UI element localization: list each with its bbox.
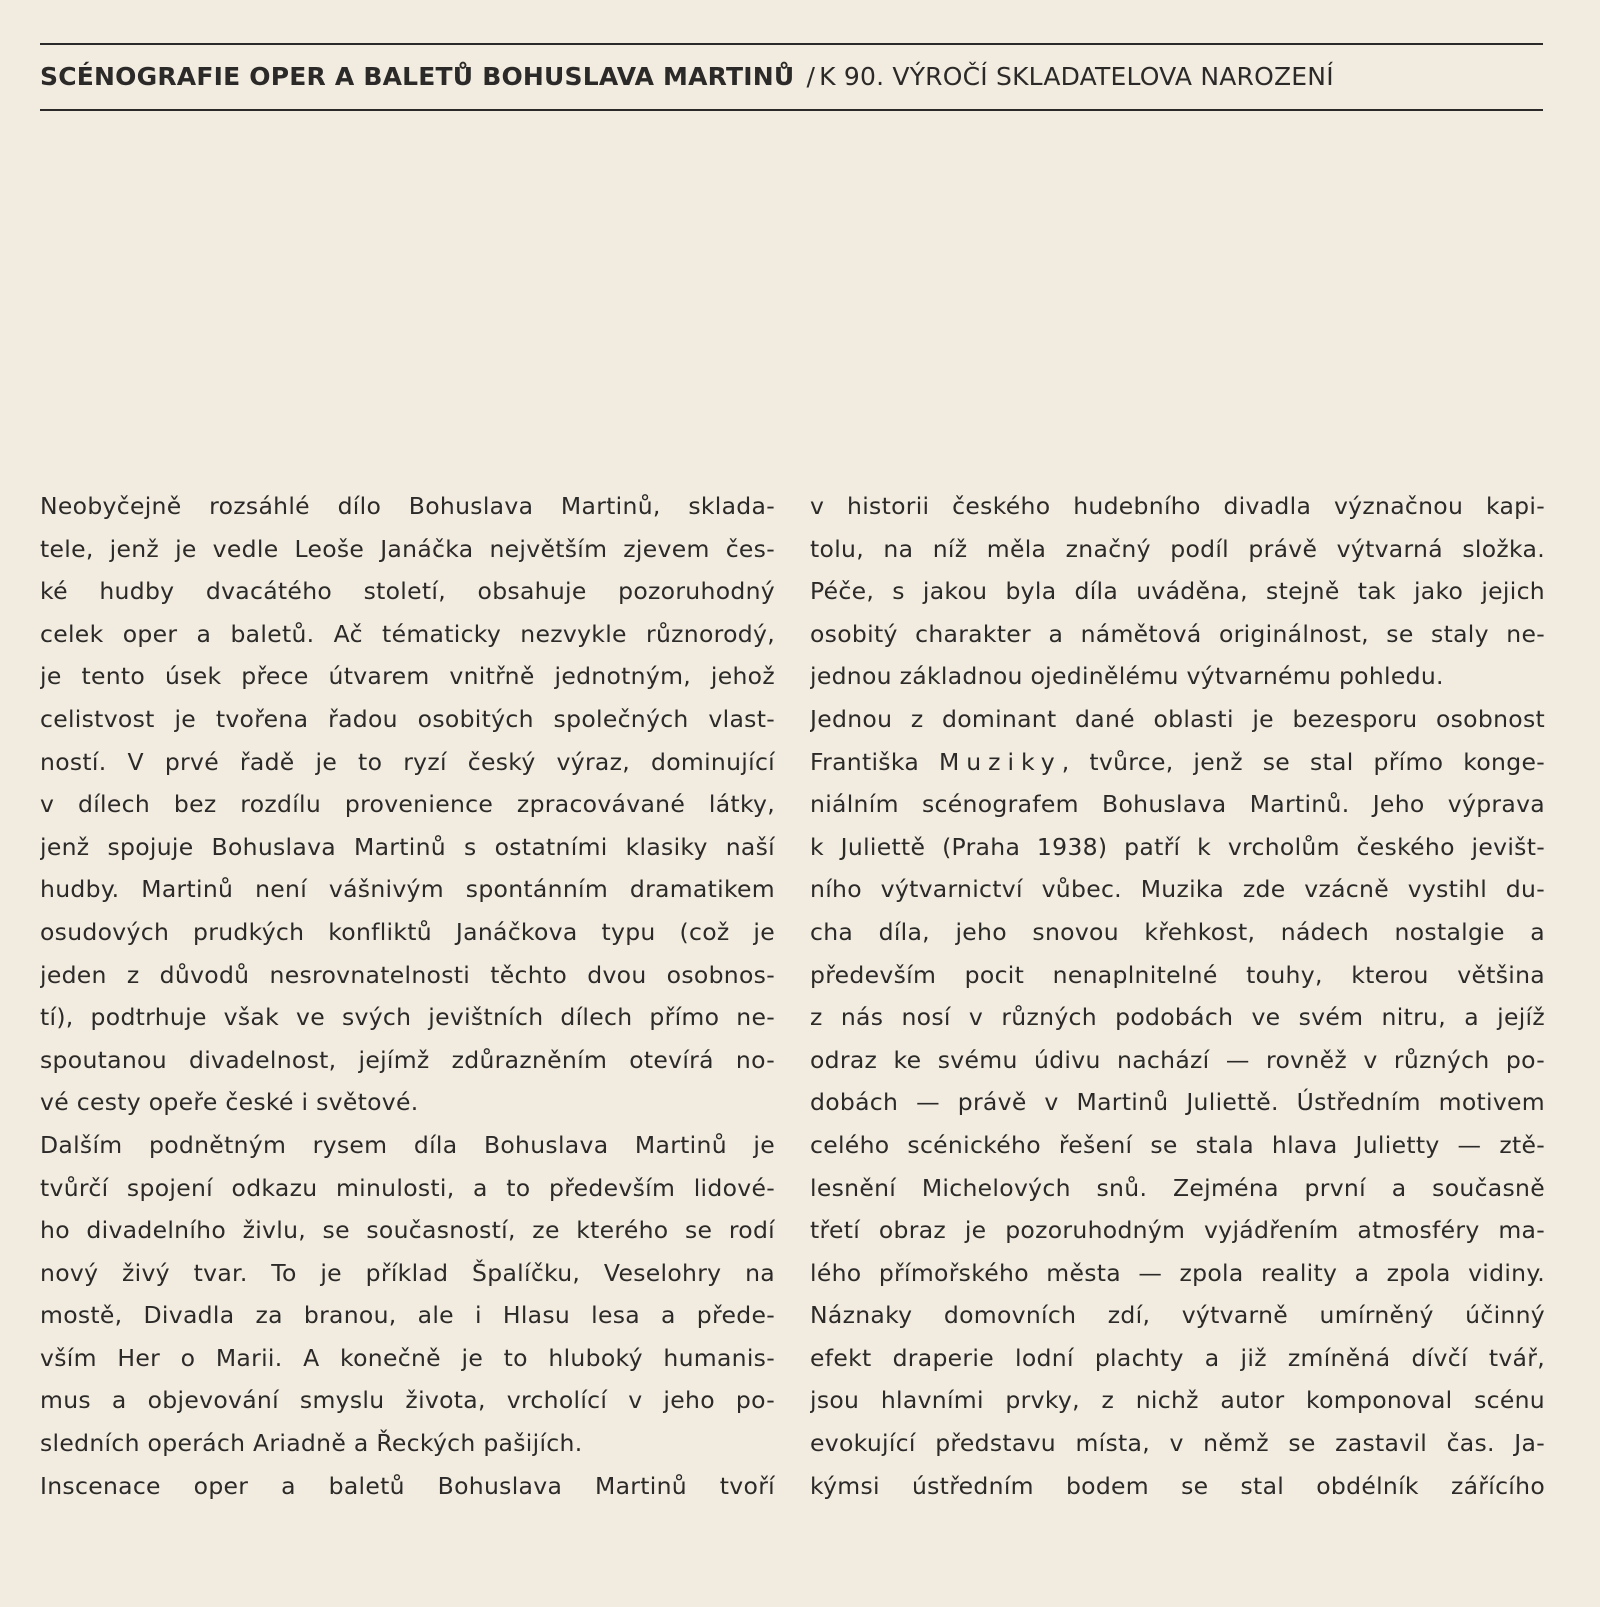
text-line: lého přímořského města — zpola reality a zpola vidiny.: [810, 1258, 1545, 1287]
text-line: jenž spojuje Bohuslava Martinů s ostatními klasiky naší: [40, 832, 775, 861]
text-line: hudby. Martinů není vášnivým spontánním dramatikem: [40, 875, 775, 904]
text-line: tí), podtrhuje však ve svých jevištních dílech přímo ne-: [40, 1003, 775, 1032]
text-line: především pocit nenaplnitelné touhy, kterou většina: [810, 960, 1545, 989]
text-line: niálním scénografem Bohuslava Martinů. Jeho výprava: [810, 790, 1545, 819]
text-line: Náznaky domovních zdí, výtvarně umírněný účinný: [810, 1301, 1545, 1330]
text-line: mostě, Divadla za branou, ale i Hlasu lesa a přede-: [40, 1301, 775, 1330]
text-line: kýmsi ústředním bodem se stal obdélník zářícího: [810, 1471, 1545, 1500]
text-line: Jednou z dominant dané oblasti je bezesporu osobnost: [810, 704, 1545, 733]
text-line: osobitý charakter a námětová originálnost, se staly ne-: [810, 619, 1545, 648]
left-text-column: [40, 485, 775, 1507]
text-line-with-name: [810, 741, 1545, 784]
text-line: v historii českého hudebního divadla význačnou kapi-: [810, 492, 1545, 520]
text-line: Péče, s jakou byla díla uváděna, stejně tak jako jejich: [810, 577, 1545, 606]
text-line: z nás nosí v různých podobách ve svém nitru, a jejíž: [810, 1003, 1545, 1032]
text-line: k Juliettě (Praha 1938) patří k vrcholům českého jevišt-: [810, 832, 1545, 861]
title-separator: /: [806, 62, 816, 91]
text-line: celého scénického řešení se stala hlava Julietty — ztě-: [810, 1130, 1545, 1159]
spaced-surname: Muziky: [938, 747, 1062, 776]
text-line: dobách — právě v Martinů Juliettě. Ústředním motivem: [810, 1088, 1545, 1117]
text-line: třetí obraz je pozoruhodným vyjádřením atmosféry ma-: [810, 1216, 1545, 1245]
header-top-rule: [40, 43, 1543, 45]
text-line: evokující představu místa, v němž se zastavil čas. Ja-: [810, 1429, 1545, 1458]
paragraph-end-line: jednou základnou ojedinělému výtvarnému pohledu.: [810, 662, 1444, 691]
text-line: Neobyčejně rozsáhlé dílo Bohuslava Martinů, sklada-: [40, 492, 775, 520]
text-line: odraz ke svému údivu nachází — rovněž v různých po-: [810, 1045, 1545, 1074]
text-line: ké hudby dvacátého století, obsahuje pozoruhodný: [40, 577, 775, 606]
text-line: osudových prudkých konfliktů Janáčkova typu (což je: [40, 917, 775, 946]
text-line: Inscenace oper a baletů Bohuslava Martinů tvoří: [40, 1471, 775, 1500]
text-line: ností. V prvé řadě je to ryzí český výraz, dominující: [40, 747, 775, 776]
right-text-column: [810, 485, 1545, 1507]
paragraph-end-line: sledních operách Ariadně a Řeckých pašijích.: [40, 1429, 583, 1458]
text-line: efekt draperie lodní plachty a již zmíněná dívčí tvář,: [810, 1343, 1545, 1372]
page-header: [40, 62, 1543, 92]
text-line: vším Her o Marii. A konečně je to hluboký humanis-: [40, 1343, 775, 1372]
article-title: SCÉNOGRAFIE OPER A BALETŮ BOHUSLAVA MARTINŮ: [40, 62, 795, 91]
text-line: nový živý tvar. To je příklad Špalíčku, Veselohry na: [40, 1258, 775, 1287]
text-line: je tento úsek přece útvarem vnitřně jednotným, jehož: [40, 662, 775, 691]
text-line: mus a objevování smyslu života, vrcholící v jeho po-: [40, 1386, 775, 1415]
text-line: jsou hlavními prvky, z nichž autor komponoval scénu: [810, 1386, 1545, 1415]
text-line: ního výtvarnictví vůbec. Muzika zde vzácně vystihl du-: [810, 875, 1545, 904]
text-line: spoutanou divadelnost, jejímž zdůrazněním otevírá no-: [40, 1045, 775, 1074]
text-line: Dalším podnětným rysem díla Bohuslava Martinů je: [40, 1130, 775, 1159]
article-subtitle: K 90. VÝROČÍ SKLADATELOVA NAROZENÍ: [819, 62, 1334, 91]
text-line: tolu, na níž měla značný podíl právě výtvarná složka.: [810, 534, 1545, 563]
text-line: ho divadelního živlu, se současností, ze kterého se rodí: [40, 1216, 775, 1245]
header-bottom-rule: [40, 109, 1543, 111]
text-line: v dílech bez rozdílu provenience zpracovávané látky,: [40, 790, 775, 819]
text-line: lesnění Michelových snů. Zejména první a současně: [810, 1173, 1545, 1202]
text-line: cha díla, jeho snovou křehkost, nádech nostalgie a: [810, 917, 1545, 946]
text-line-rest: , tvůrce, jenž se stal přímo konge-: [1061, 747, 1545, 776]
paragraph-end-line: vé cesty opeře české i světové.: [40, 1088, 419, 1117]
text-line: tele, jenž je vedle Leoše Janáčka největším zjevem čes-: [40, 534, 775, 563]
text-line: tvůrčí spojení odkazu minulosti, a to především lidové-: [40, 1173, 775, 1202]
first-name: Františka: [810, 747, 920, 776]
text-line: celek oper a baletů. Ač tématicky nezvykle různorodý,: [40, 619, 775, 648]
text-line: celistvost je tvořena řadou osobitých společných vlast-: [40, 704, 775, 733]
text-line: jeden z důvodů nesrovnatelnosti těchto dvou osobnos-: [40, 960, 775, 989]
